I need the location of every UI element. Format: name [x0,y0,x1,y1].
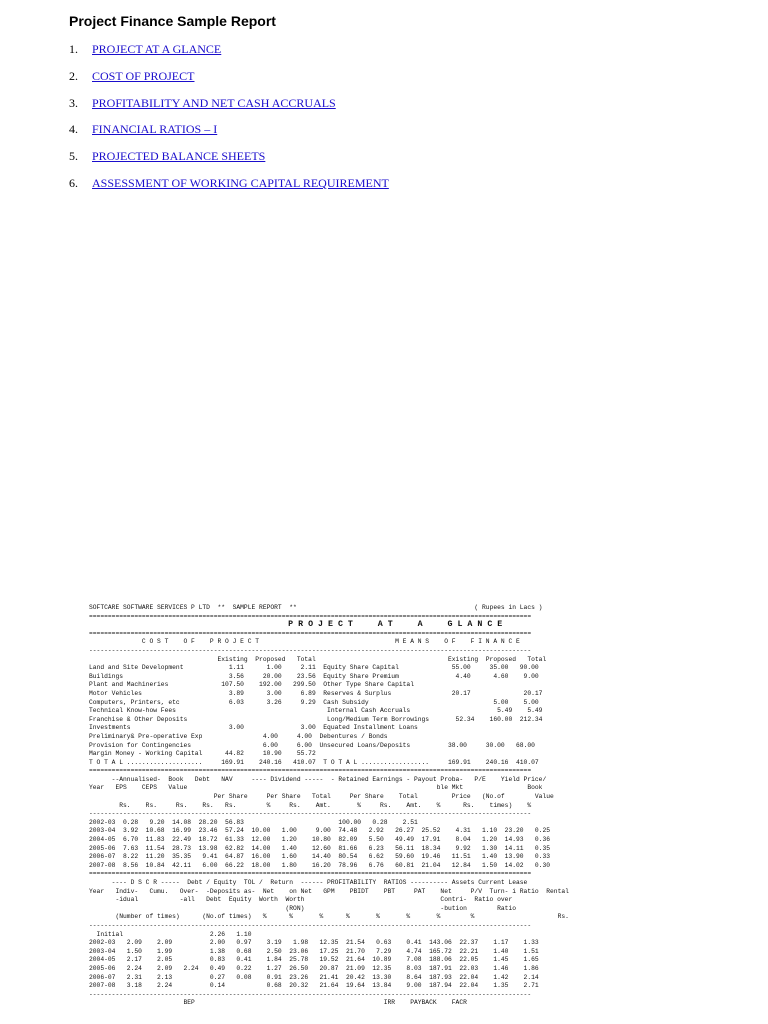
report-line: P R O J E C T A T A G L A N C E [89,620,503,630]
report-line: T O T A L .................... 169.91 240.16 410.07 T O T A L .................. 169.91 240.16 410.07 [89,758,539,766]
report-line: Provision for Contingencies 6.00 6.00 Unsecured Loans/Deposits 38.00 30.00 68.00 [89,741,535,749]
toc-item [69,42,389,69]
report-line: -idual -all Debt Equity Worth Worth Contri- Ratio over [89,896,513,904]
report-line: --------------------------------------------------------------------------------------------------------------------- [89,810,532,818]
toc-number: 3. [69,95,78,110]
report-line: Per Share Per Share Total Per Share Total Price (No.of Value [89,793,554,801]
report-line: SOFTCARE SOFTWARE SERVICES P LTD ** SAMPLE REPORT ** ( Rupees in Lacs ) [89,604,543,611]
report-line: 2006-07 2.31 2.13 0.27 0.08 0.91 23.26 21.41 20.42 13.30 8.64 187.93 22.04 1.42 2.14 [89,973,539,981]
report-line: Margin Money - Working Capital 44.82 10.90 55.72 [89,750,316,758]
report-line: 2006-07 8.22 11.20 35.35 9.41 64.87 16.00 1.60 14.40 80.54 6.62 59.60 19.46 11.51 1.40 13.90 0.33 [89,853,551,861]
report-line: 2003-04 3.92 10.68 16.99 23.46 57.24 10.00 1.00 9.00 74.48 2.92 26.27 25.52 4.31 1.10 23.20 0.25 [89,827,551,835]
report-line: Technical Know-how Fees Internal Cash Accruals 5.49 5.49 [89,707,543,715]
toc-link-financial-ratios[interactable]: FINANCIAL RATIOS – I [92,122,218,137]
report-line: 2005-06 7.63 11.54 28.73 13.98 62.82 14.00 1.40 12.60 81.66 6.23 56.11 18.34 9.92 1.30 14.11 0.35 [89,844,551,852]
report-line: (RON) -bution Ratio [89,904,516,912]
report-line: Initial 2.26 1.10 [89,930,252,938]
report-line: Investments 3.00 3.00 Equated Installment Loans [89,724,418,732]
report-line: Computers, Printers, etc 6.03 3.26 9.29 Cash Subsidy 5.00 5.00 [89,698,539,706]
toc-number: 5. [69,149,78,164]
report-line: 2002-03 0.28 9.20 14.08 28.20 56.83 100.00 0.28 2.51 [89,818,418,826]
report-line: --------------------------------------------------------------------------------------------------------------------- [89,646,532,654]
toc-item [69,176,389,203]
toc-link-working-capital[interactable]: ASSESSMENT OF WORKING CAPITAL REQUIREMENT [92,175,389,190]
report-line: 2007-08 8.56 10.84 42.11 6.00 66.22 18.00 1.80 16.20 78.96 6.76 60.81 21.04 12.84 1.50 14.02 0.30 [89,861,551,869]
report-line: 2007-08 3.18 2.24 0.14 0.68 20.32 21.64 19.64 13.84 9.00 187.94 22.04 1.35 2.71 [89,982,539,990]
report-line: Franchise & Other Deposits Long/Medium Term Borrowings 52.34 160.00 212.34 [89,715,543,723]
toc-item [69,149,389,176]
toc-item [69,96,389,123]
toc-link-project-at-a-glance[interactable]: PROJECT AT A GLANCE [92,42,222,56]
toc-number: 6. [69,175,78,190]
report-line: (Number of times) (No.of times) % % % % % % % % Rs. [89,913,569,921]
report-line: --------------------------------------------------------------------------------------------------------------------- [89,921,532,929]
report-line: ---- D S C R ----- Debt / Equity TOL / Return ------ PROFITABILITY RATIOS ---------- Assets Current Lease [89,879,528,886]
report-line: Buildings 3.56 20.00 23.56 Equity Share Premium 4.40 4.60 9.00 [89,672,539,680]
report-line: Motor Vehicles 3.89 3.00 6.89 Reserves & Surplus 20.17 20.17 [89,689,543,697]
report-line: Land and Site Development 1.11 1.00 2.11 Equity Share Capital 55.00 35.00 90.00 [89,664,539,672]
report-line: Existing Proposed Total Existing Proposed Total [89,655,547,663]
toc-item [69,122,389,149]
toc-number: 4. [69,122,78,137]
report-line: --Annualised- Book Debt NAV ---- Dividend ----- - Retained Earnings - Payout Proba- P/E Yield Price/ [89,775,547,783]
toc-item [69,69,389,96]
report-line: 2002-03 2.09 2.09 2.00 0.97 3.19 1.98 12.35 21.54 0.63 0.41 143.06 22.37 1.17 1.33 [89,939,539,947]
report-line: 2004-05 2.17 2.05 0.83 0.41 1.84 25.78 19.52 21.64 10.89 7.08 188.06 22.05 1.45 1.65 [89,956,539,964]
toc-link-cost-of-project[interactable]: COST OF PROJECT [92,68,195,83]
report-line: Year EPS CEPS Value ble Mkt Book [89,784,543,792]
report-line: C O S T O F P R O J E C T M E A N S O F F I N A N C E [89,638,520,646]
toc-number: 2. [69,68,78,83]
report-line: ===================================================================================================================== [89,612,532,620]
report-line: Year Indiv- Cumu. Over- -Deposits as- Net on Net GPM PBIDT PBT PAT Net P/V Turn- i Ratio Rental [89,887,569,895]
report-line: ===================================================================================================================== [89,629,532,637]
table-of-contents [69,42,389,203]
toc-link-projected-balance-sheets[interactable]: PROJECTED BALANCE SHEETS [92,149,266,164]
toc-link-profitability[interactable]: PROFITABILITY AND NET CASH ACCRUALS [92,95,336,110]
document-title: Project Finance Sample Report [69,13,276,29]
report-line: --------------------------------------------------------------------------------------------------------------------- [89,990,532,998]
report-line: Plant and Machineries 107.50 192.00 299.50 Other Type Share Capital [89,681,414,689]
report-line: Preliminary& Pre-operative Exp 4.00 4.00 Debentures / Bonds [89,732,388,740]
report-line: 2005-06 2.24 2.09 2.24 0.49 0.22 1.27 26.50 20.87 21.09 12.35 8.03 187.91 22.03 1.46 1.86 [89,964,539,972]
report-line: Rs. Rs. Rs. Rs. Rs. % Rs. Amt. % Rs. Amt. % Rs. times) % [89,801,532,809]
sample-report-text [89,604,674,1024]
report-line: 2003-04 1.50 1.99 1.38 0.68 2.50 23.06 17.25 21.70 7.29 4.74 165.72 22.21 1.40 1.51 [89,947,539,955]
toc-number: 1. [69,42,78,56]
report-line: ===================================================================================================================== [89,767,532,775]
report-line: BEP IRR PAYBACK FACR [89,999,467,1007]
report-line: 2004-05 6.70 11.83 22.49 18.72 61.33 12.00 1.20 10.80 82.09 5.50 49.49 17.91 8.04 1.20 14.93 0.36 [89,836,551,844]
report-line: ===================================================================================================================== [89,870,532,878]
